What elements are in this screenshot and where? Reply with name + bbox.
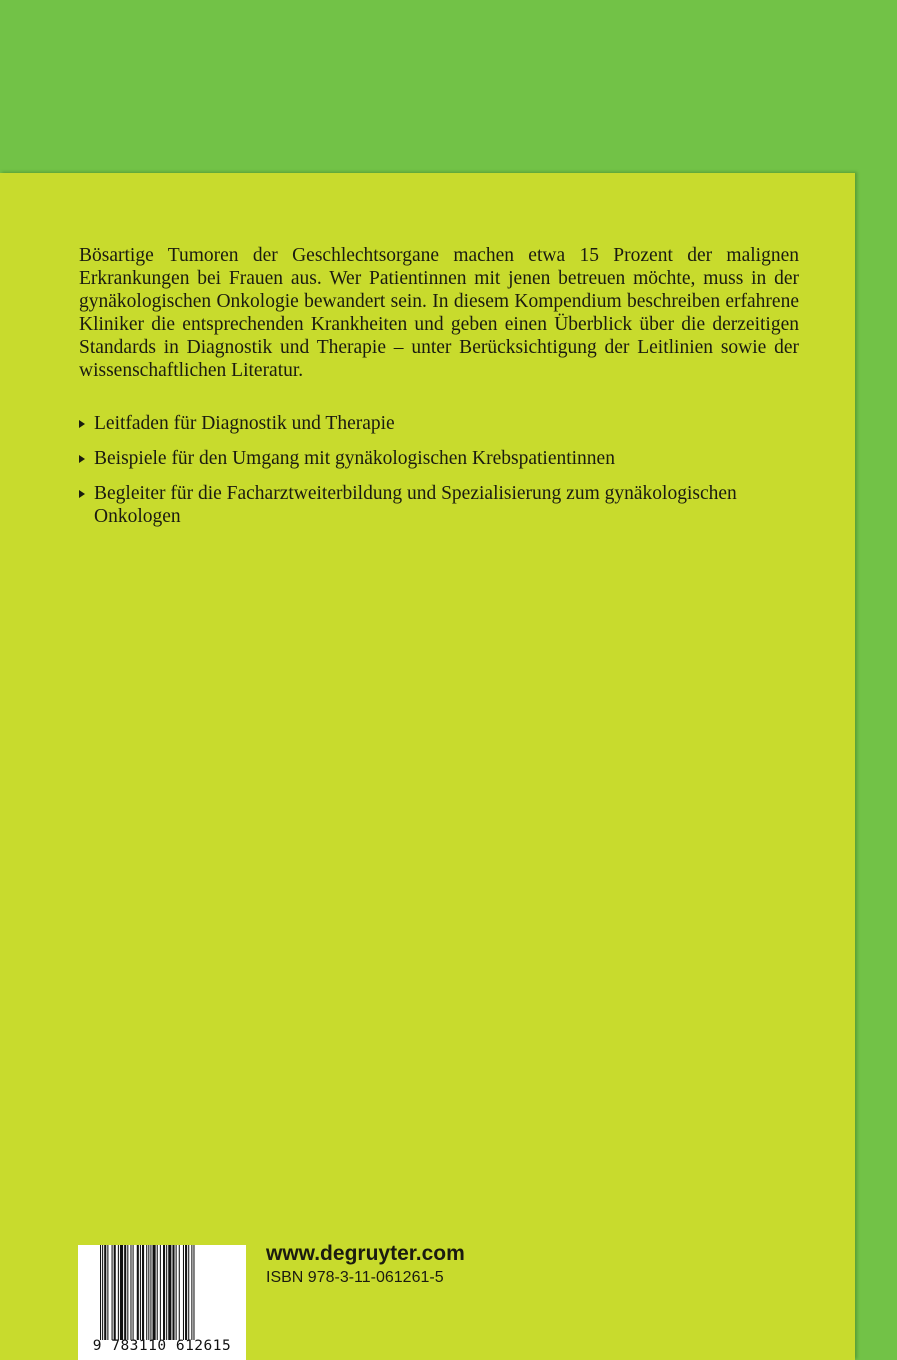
barcode-digits: 9 783110 612615 (92, 1338, 232, 1354)
triangle-bullet-icon (79, 420, 85, 428)
barcode-bars-icon (98, 1245, 235, 1340)
triangle-bullet-icon (79, 455, 85, 463)
feature-item (79, 412, 799, 435)
feature-item (79, 482, 799, 528)
isbn-number: ISBN 978-3-11-061261-5 (266, 1269, 444, 1286)
feature-label: Begleiter für die Facharztweiterbildung und Spezialisierung zum gynäkologischen Onkologen (94, 483, 737, 527)
feature-item (79, 447, 799, 470)
barcode (78, 1245, 246, 1360)
feature-label: Beispiele für den Umgang mit gynäkologischen Krebspatientinnen (94, 448, 615, 469)
blurb-text: Bösartige Tumoren der Geschlechtsorgane machen etwa 15 Prozent der malignen Erkrankungen bei Frauen aus. Wer Patientinnen mit jenen betreuen möchte, muss in der gynäkologischen Onkologie bewandert sein. In diesem Kompendium beschreiben erfahrene Kliniker die entsprechenden Krankheiten und geben einen Überblick über die derzeitigen Standards in Diagnostik und Therapie – unter Berücksichtigung der Leitlinien sowie der wissenschaftlichen Literatur. (79, 245, 799, 381)
back-cover-panel (0, 173, 855, 1360)
feature-list (79, 412, 799, 540)
feature-label: Leitfaden für Diagnostik und Therapie (94, 413, 395, 434)
publisher-website: www.degruyter.com (266, 1242, 465, 1265)
triangle-bullet-icon (79, 490, 85, 498)
